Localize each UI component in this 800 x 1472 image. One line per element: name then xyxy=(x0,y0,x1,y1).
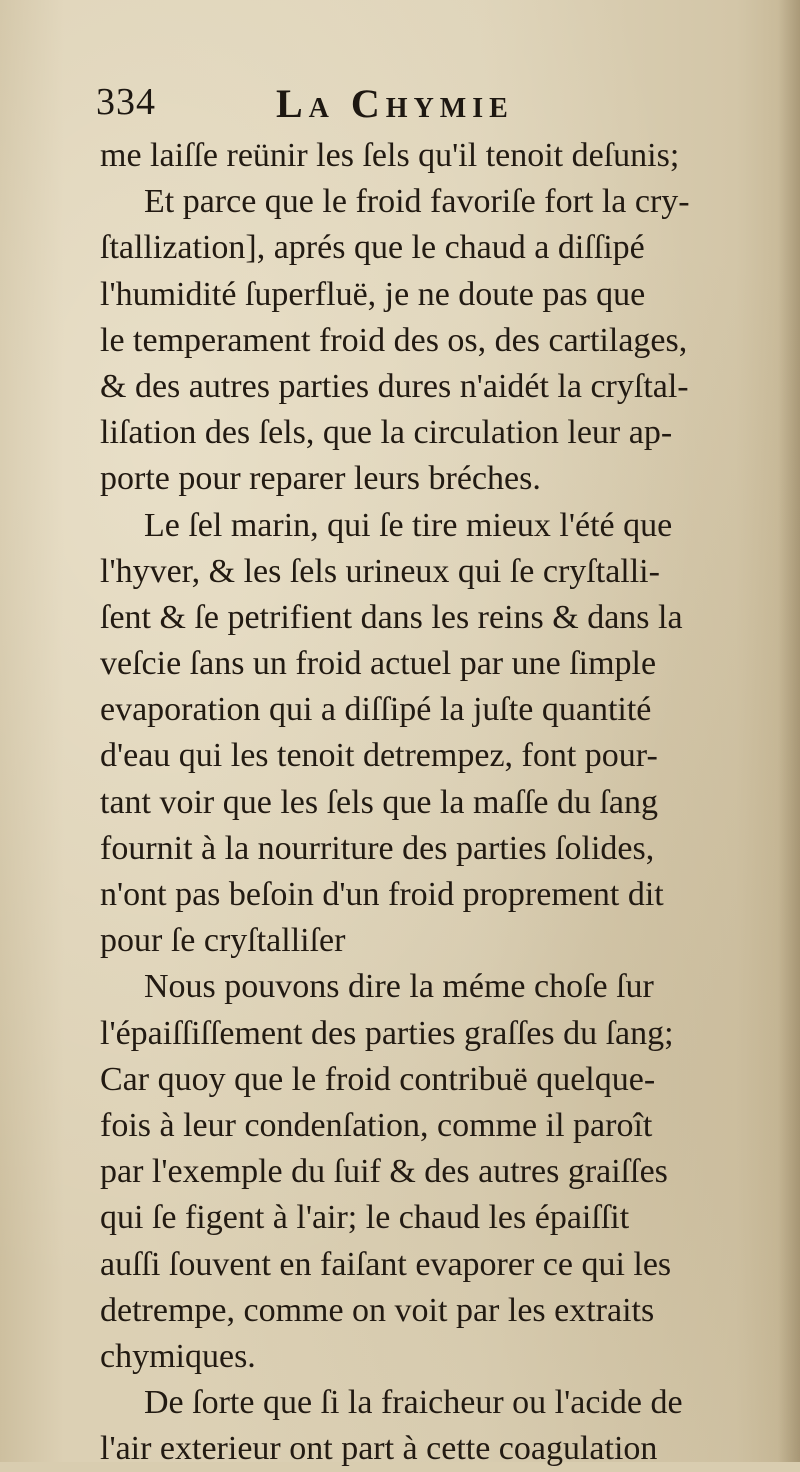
text-line: evaporation qui a diſſipé la juſte quantité xyxy=(100,691,652,729)
text-line: liſation des ſels, que la circulation leur ap- xyxy=(100,414,673,452)
text-line: fois à leur condenſation, comme il paroît xyxy=(100,1106,653,1144)
text-line: qui ſe figent à l'air; le chaud les épaiſſit xyxy=(100,1199,630,1237)
text-line: Car quoy que le froid contribuë quelque- xyxy=(100,1060,656,1098)
body-text xyxy=(100,133,770,1472)
text-line: & des autres parties dures n'aidét la cryſtal- xyxy=(100,367,689,405)
text-line: chymiques. xyxy=(100,1337,256,1375)
text-line: l'épaiſſiſſement des parties graſſes du ſang; xyxy=(100,1014,674,1052)
text-line: ſent & ſe petrifient dans les reins & dans la xyxy=(100,598,683,636)
text-line: Et parce que le froid favoriſe fort la cry- xyxy=(144,183,690,221)
text-line: veſcie ſans un froid actuel par une ſimple xyxy=(100,645,657,683)
running-head: La Chymie xyxy=(276,81,514,126)
text-line: Le ſel marin, qui ſe tire mieux l'été que xyxy=(144,506,673,544)
page-edge-shadow xyxy=(778,0,800,1462)
text-line: l'hyver, & les ſels urineux qui ſe cryſtalli- xyxy=(100,552,660,590)
text-line: d'eau qui les tenoit detrempez, font pour- xyxy=(100,737,658,775)
text-line: porte pour reparer leurs bréches. xyxy=(100,460,541,498)
text-line: ſtallization], aprés que le chaud a diſſipé xyxy=(100,229,645,267)
text-line: tant voir que les ſels que la maſſe du ſang xyxy=(100,783,659,821)
text-line: Nous pouvons dire la méme choſe ſur xyxy=(144,968,654,1006)
text-line: pour ſe cryſtalliſer xyxy=(100,922,346,960)
text-line: l'air exterieur ont part à cette coagulation xyxy=(100,1430,658,1468)
page-header xyxy=(96,80,736,130)
text-line: auſſi ſouvent en faiſant evaporer ce qui les xyxy=(100,1245,672,1283)
page-number: 334 xyxy=(96,81,156,123)
text-line: n'ont pas beſoin d'un froid proprement dit xyxy=(100,876,664,913)
text-line: fournit à la nourriture des parties ſolides, xyxy=(100,829,655,867)
text-line: l'humidité ſuperfluë, je ne doute pas que xyxy=(100,275,646,313)
text-line: me laiſſe reünir les ſels qu'il tenoit deſunis; xyxy=(100,137,680,174)
text-line: detrempe, comme on voit par les extraits xyxy=(100,1291,655,1329)
text-line: De ſorte que ſi la fraicheur ou l'acide de xyxy=(144,1384,683,1422)
text-line: le temperament froid des os, des cartilages, xyxy=(100,321,688,359)
text-line: par l'exemple du ſuif & des autres graiſſes xyxy=(100,1153,668,1191)
